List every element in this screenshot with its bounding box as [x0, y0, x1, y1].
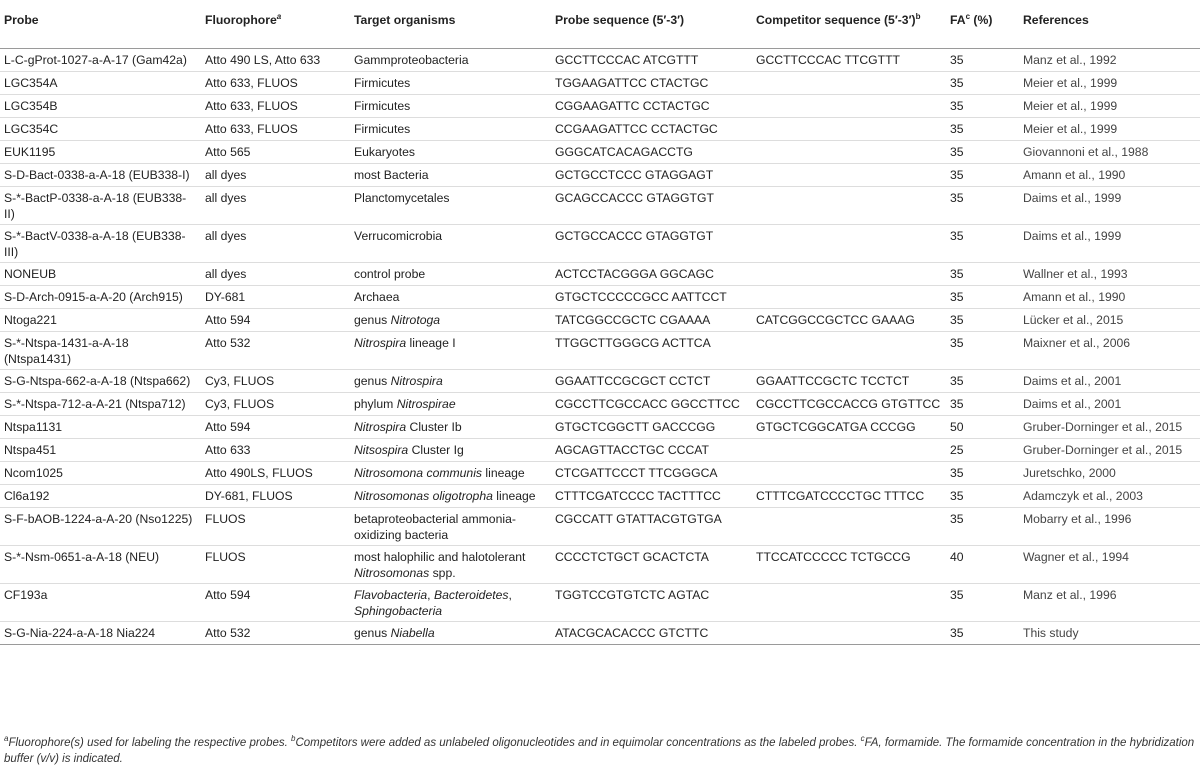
cell-target — [350, 546, 551, 584]
cell-probe: Cl6a192 — [0, 485, 201, 508]
cell-reference: Meier et al., 1999 — [1019, 118, 1200, 141]
cell-fluorophore: Cy3, FLUOS — [201, 393, 350, 416]
cell-fa: 35 — [946, 225, 1019, 263]
header-formamide — [946, 0, 1019, 49]
cell-target: Firmicutes — [350, 95, 551, 118]
cell-probe: S-*-Ntspa-1431-a-A-18 (Ntspa1431) — [0, 332, 201, 370]
cell-competitor: CATCGGCCGCTCC GAAAG — [752, 309, 946, 332]
target-text: most halophilic and halotolerant — [354, 550, 526, 564]
table-footnotes — [4, 735, 1196, 767]
target-text: genus — [354, 313, 391, 327]
taxon-name: Nitrospira — [354, 336, 407, 350]
cell-reference: Giovannoni et al., 1988 — [1019, 141, 1200, 164]
cell-sequence: CCCCTCTGCT GCACTCTA — [551, 546, 752, 584]
cell-target — [350, 370, 551, 393]
taxon-name: Nitrosomonas — [354, 566, 430, 580]
cell-probe: LGC354B — [0, 95, 201, 118]
target-text: lineage I — [406, 336, 456, 350]
table-row — [0, 164, 1200, 187]
cell-reference: Manz et al., 1996 — [1019, 584, 1200, 622]
cell-fluorophore: Atto 490LS, FLUOS — [201, 462, 350, 485]
cell-sequence: ATACGCACACCC GTCTTC — [551, 622, 752, 645]
cell-target: Verrucomicrobia — [350, 225, 551, 263]
cell-fa: 35 — [946, 332, 1019, 370]
footnote-b: Competitors were added as unlabeled oligonucleotides and in equimolar concentrations as the labeled probes. — [295, 737, 861, 749]
cell-sequence: CTTTCGATCCCC TACTTTCC — [551, 485, 752, 508]
table-row — [0, 286, 1200, 309]
cell-reference: Maixner et al., 2006 — [1019, 332, 1200, 370]
cell-sequence: GTGCTCCCCCGCC AATTCCT — [551, 286, 752, 309]
cell-probe: NONEUB — [0, 263, 201, 286]
cell-reference: Daims et al., 2001 — [1019, 393, 1200, 416]
table-row — [0, 263, 1200, 286]
footnote-c-marker: c — [860, 734, 865, 744]
cell-target: Gammproteobacteria — [350, 49, 551, 72]
cell-target — [350, 485, 551, 508]
cell-competitor — [752, 508, 946, 546]
cell-competitor: GCCTTCCCAC TTCGTTT — [752, 49, 946, 72]
cell-target: betaproteobacterial ammonia-oxidizing bacteria — [350, 508, 551, 546]
cell-sequence: ACTCCTACGGGA GGCAGC — [551, 263, 752, 286]
cell-target — [350, 309, 551, 332]
table-row — [0, 187, 1200, 225]
cell-target — [350, 332, 551, 370]
cell-fluorophore: DY-681, FLUOS — [201, 485, 350, 508]
cell-fa: 35 — [946, 141, 1019, 164]
header-references: References — [1019, 0, 1200, 49]
cell-reference: Mobarry et al., 1996 — [1019, 508, 1200, 546]
footnote-c: FA, formamide. The formamide concentration in the hybridization buffer (v/v) is indicated. — [4, 737, 1195, 765]
taxon-name: Nitrosomona communis — [354, 466, 483, 480]
cell-fa: 35 — [946, 164, 1019, 187]
taxon-name: Nitrospira — [390, 374, 443, 388]
cell-competitor — [752, 622, 946, 645]
table-row — [0, 462, 1200, 485]
cell-sequence: CGCCTTCGCCACC GGCCTTCC — [551, 393, 752, 416]
cell-fluorophore: FLUOS — [201, 508, 350, 546]
header-competitor-label: Competitor sequence (5′-3′) — [756, 13, 916, 27]
cell-fa: 35 — [946, 286, 1019, 309]
cell-fluorophore: all dyes — [201, 263, 350, 286]
cell-probe: Ntoga221 — [0, 309, 201, 332]
taxon-name: Bacteroidetes — [433, 588, 509, 602]
cell-fa: 35 — [946, 584, 1019, 622]
target-text: lineage — [492, 489, 536, 503]
target-text: , — [508, 588, 512, 602]
table-row — [0, 72, 1200, 95]
cell-reference: Amann et al., 1990 — [1019, 164, 1200, 187]
taxon-name: Niabella — [390, 626, 435, 640]
cell-reference: Wallner et al., 1993 — [1019, 263, 1200, 286]
header-probe: Probe — [0, 0, 201, 49]
cell-probe: CF193a — [0, 584, 201, 622]
cell-sequence: CGGAAGATTC CCTACTGC — [551, 95, 752, 118]
cell-sequence: AGCAGTTACCTGC CCCAT — [551, 439, 752, 462]
header-row — [0, 0, 1200, 49]
table-row — [0, 225, 1200, 263]
cell-competitor — [752, 332, 946, 370]
cell-competitor — [752, 164, 946, 187]
cell-sequence: GTGCTCGGCTT GACCCGG — [551, 416, 752, 439]
cell-reference: Daims et al., 1999 — [1019, 187, 1200, 225]
cell-sequence: TGGTCCGTGTCTC AGTAC — [551, 584, 752, 622]
footnote-marker-b: b — [915, 11, 921, 21]
cell-reference: Daims et al., 1999 — [1019, 225, 1200, 263]
table-row — [0, 416, 1200, 439]
cell-fa: 35 — [946, 263, 1019, 286]
cell-target: control probe — [350, 263, 551, 286]
table-body — [0, 49, 1200, 645]
cell-fa: 35 — [946, 462, 1019, 485]
cell-probe: S-F-bAOB-1224-a-A-20 (Nso1225) — [0, 508, 201, 546]
cell-reference: Manz et al., 1992 — [1019, 49, 1200, 72]
cell-sequence: CCGAAGATTCC CCTACTGC — [551, 118, 752, 141]
cell-competitor — [752, 118, 946, 141]
table-row — [0, 546, 1200, 584]
taxon-name: Nitrotoga — [390, 313, 441, 327]
target-text: spp. — [429, 566, 456, 580]
cell-probe: S-G-Nia-224-a-A-18 Nia224 — [0, 622, 201, 645]
cell-fa: 35 — [946, 309, 1019, 332]
cell-target — [350, 393, 551, 416]
cell-probe: S-*-BactP-0338-a-A-18 (EUB338-II) — [0, 187, 201, 225]
cell-fa: 35 — [946, 95, 1019, 118]
cell-reference: Daims et al., 2001 — [1019, 370, 1200, 393]
cell-fa: 35 — [946, 622, 1019, 645]
target-text: genus — [354, 374, 391, 388]
table-row — [0, 393, 1200, 416]
cell-competitor — [752, 141, 946, 164]
cell-competitor — [752, 263, 946, 286]
cell-fa: 35 — [946, 118, 1019, 141]
cell-fluorophore: Atto 594 — [201, 584, 350, 622]
cell-target: Firmicutes — [350, 118, 551, 141]
cell-probe: S-*-Nsm-0651-a-A-18 (NEU) — [0, 546, 201, 584]
cell-reference: Meier et al., 1999 — [1019, 95, 1200, 118]
cell-target: Firmicutes — [350, 72, 551, 95]
cell-target — [350, 622, 551, 645]
table-row — [0, 332, 1200, 370]
cell-probe: Ntspa451 — [0, 439, 201, 462]
cell-reference: Gruber-Dorninger et al., 2015 — [1019, 416, 1200, 439]
footnote-a-marker: a — [4, 734, 9, 744]
taxon-name: Nitrosomonas oligotropha — [354, 489, 493, 503]
header-target-organisms: Target organisms — [350, 0, 551, 49]
cell-reference: Wagner et al., 1994 — [1019, 546, 1200, 584]
cell-probe: LGC354A — [0, 72, 201, 95]
cell-competitor — [752, 584, 946, 622]
cell-sequence: GCAGCCACCC GTAGGTGT — [551, 187, 752, 225]
cell-probe: S-G-Ntspa-662-a-A-18 (Ntspa662) — [0, 370, 201, 393]
cell-fa: 35 — [946, 508, 1019, 546]
table-row — [0, 508, 1200, 546]
cell-competitor — [752, 72, 946, 95]
cell-competitor — [752, 286, 946, 309]
cell-sequence: GGAATTCCGCGCT CCTCT — [551, 370, 752, 393]
cell-competitor — [752, 95, 946, 118]
header-competitor-sequence — [752, 0, 946, 49]
cell-reference: Gruber-Dorninger et al., 2015 — [1019, 439, 1200, 462]
header-fluorophore-label: Fluorophore — [205, 13, 277, 27]
cell-target — [350, 462, 551, 485]
table-row — [0, 141, 1200, 164]
table-row — [0, 118, 1200, 141]
cell-fa: 50 — [946, 416, 1019, 439]
cell-target — [350, 416, 551, 439]
table-row — [0, 622, 1200, 645]
cell-probe: Ntspa1131 — [0, 416, 201, 439]
target-text: phylum — [354, 397, 397, 411]
cell-competitor: TTCCATCCCCC TCTGCCG — [752, 546, 946, 584]
table-row — [0, 439, 1200, 462]
cell-sequence: GCTGCCTCCC GTAGGAGT — [551, 164, 752, 187]
cell-fluorophore: Atto 594 — [201, 416, 350, 439]
footnote-marker-a: a — [276, 11, 282, 21]
cell-reference: Juretschko, 2000 — [1019, 462, 1200, 485]
cell-target: most Bacteria — [350, 164, 551, 187]
cell-probe: S-D-Bact-0338-a-A-18 (EUB338-I) — [0, 164, 201, 187]
target-text: , — [427, 588, 434, 602]
table-row — [0, 95, 1200, 118]
cell-probe: S-D-Arch-0915-a-A-20 (Arch915) — [0, 286, 201, 309]
cell-fa: 35 — [946, 393, 1019, 416]
table-row — [0, 309, 1200, 332]
cell-fa: 40 — [946, 546, 1019, 584]
cell-probe: S-*-BactV-0338-a-A-18 (EUB338-III) — [0, 225, 201, 263]
target-text: Cluster Ig — [408, 443, 464, 457]
cell-fa: 35 — [946, 187, 1019, 225]
table-header — [0, 0, 1200, 49]
cell-target: Planctomycetales — [350, 187, 551, 225]
cell-competitor — [752, 462, 946, 485]
target-text: lineage — [482, 466, 525, 480]
cell-sequence: CTCGATTCCCT TTCGGGCA — [551, 462, 752, 485]
cell-competitor — [752, 187, 946, 225]
taxon-name: Sphingobacteria — [354, 604, 443, 618]
cell-sequence: GGGCATCACAGACCTG — [551, 141, 752, 164]
cell-sequence: TATCGGCCGCTC CGAAAA — [551, 309, 752, 332]
footnote-b-marker: b — [291, 734, 296, 744]
cell-sequence: TGGAAGATTCC CTACTGC — [551, 72, 752, 95]
cell-probe: LGC354C — [0, 118, 201, 141]
cell-fluorophore: Atto 633, FLUOS — [201, 95, 350, 118]
cell-fluorophore: Atto 594 — [201, 309, 350, 332]
cell-fa: 35 — [946, 72, 1019, 95]
cell-sequence: CGCCATT GTATTACGTGTGA — [551, 508, 752, 546]
header-probe-sequence: Probe sequence (5′-3′) — [551, 0, 752, 49]
cell-sequence: TTGGCTTGGGCG ACTTCA — [551, 332, 752, 370]
cell-fluorophore: FLUOS — [201, 546, 350, 584]
cell-probe: S-*-Ntspa-712-a-A-21 (Ntspa712) — [0, 393, 201, 416]
cell-competitor — [752, 225, 946, 263]
taxon-name: Flavobacteria — [354, 588, 428, 602]
footnote-marker-c: c — [965, 11, 971, 21]
cell-target — [350, 584, 551, 622]
cell-fluorophore: Atto 633 — [201, 439, 350, 462]
cell-fluorophore: Atto 532 — [201, 622, 350, 645]
table-row — [0, 485, 1200, 508]
cell-fa: 35 — [946, 49, 1019, 72]
cell-sequence: GCCTTCCCAC ATCGTTT — [551, 49, 752, 72]
cell-competitor: CGCCTTCGCCACCG GTGTTCC — [752, 393, 946, 416]
cell-sequence: GCTGCCACCC GTAGGTGT — [551, 225, 752, 263]
footnote-a: Fluorophore(s) used for labeling the respective probes. — [8, 737, 291, 749]
cell-fluorophore: all dyes — [201, 225, 350, 263]
cell-reference: Adamczyk et al., 2003 — [1019, 485, 1200, 508]
cell-probe: Ncom1025 — [0, 462, 201, 485]
header-fa-unit: (%) — [970, 13, 993, 27]
cell-fa: 35 — [946, 370, 1019, 393]
cell-competitor: GTGCTCGGCATGA CCCGG — [752, 416, 946, 439]
taxon-name: Nitrospira — [354, 420, 407, 434]
cell-fluorophore: all dyes — [201, 164, 350, 187]
cell-fa: 35 — [946, 485, 1019, 508]
table-row — [0, 370, 1200, 393]
cell-reference: Lücker et al., 2015 — [1019, 309, 1200, 332]
cell-fluorophore: Atto 490 LS, Atto 633 — [201, 49, 350, 72]
header-fa-label: FA — [950, 13, 966, 27]
cell-target — [350, 439, 551, 462]
cell-fluorophore: Atto 565 — [201, 141, 350, 164]
cell-reference: Amann et al., 1990 — [1019, 286, 1200, 309]
cell-reference: This study — [1019, 622, 1200, 645]
table-row — [0, 584, 1200, 622]
cell-probe: L-C-gProt-1027-a-A-17 (Gam42a) — [0, 49, 201, 72]
cell-competitor — [752, 439, 946, 462]
cell-target: Archaea — [350, 286, 551, 309]
target-text: Cluster Ib — [406, 420, 462, 434]
cell-target: Eukaryotes — [350, 141, 551, 164]
cell-competitor: GGAATTCCGCTC TCCTCT — [752, 370, 946, 393]
cell-fluorophore: Atto 633, FLUOS — [201, 72, 350, 95]
cell-fluorophore: Atto 633, FLUOS — [201, 118, 350, 141]
cell-fa: 25 — [946, 439, 1019, 462]
cell-fluorophore: DY-681 — [201, 286, 350, 309]
taxon-name: Nitrospirae — [396, 397, 456, 411]
cell-fluorophore: Cy3, FLUOS — [201, 370, 350, 393]
cell-competitor: CTTTCGATCCCCTGC TTTCC — [752, 485, 946, 508]
target-text: genus — [354, 626, 391, 640]
cell-reference: Meier et al., 1999 — [1019, 72, 1200, 95]
taxon-name: Nitsospira — [354, 443, 409, 457]
cell-probe: EUK1195 — [0, 141, 201, 164]
table-row — [0, 49, 1200, 72]
cell-fluorophore: all dyes — [201, 187, 350, 225]
cell-fluorophore: Atto 532 — [201, 332, 350, 370]
header-fluorophore — [201, 0, 350, 49]
